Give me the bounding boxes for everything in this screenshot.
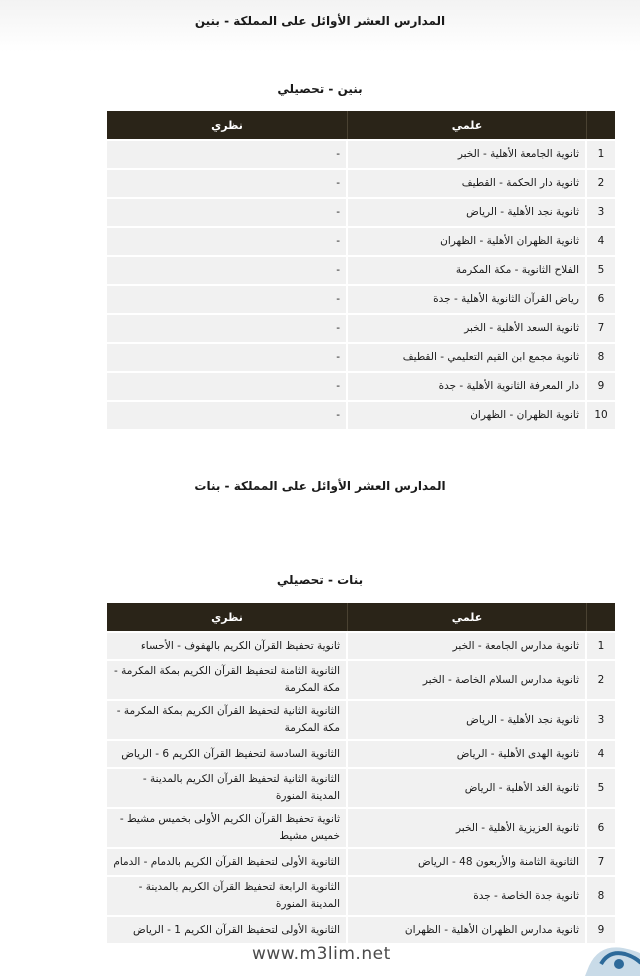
theoretical-school: الثانوية الثانية لتحفيظ القرآن الكريم بالمدينة - المدينة المنورة bbox=[107, 769, 348, 807]
row-number: 7 bbox=[587, 315, 615, 342]
theoretical-school: الثانوية الأولى لتحفيظ القرآن الكريم بالدمام - الدمام bbox=[107, 849, 348, 875]
girls-subtitle: بنات - تحصيلي bbox=[276, 573, 364, 587]
row-number: 1 bbox=[587, 141, 615, 168]
girls-table bbox=[107, 601, 615, 945]
girls-col-theoretical: نظري bbox=[107, 603, 348, 631]
table-row bbox=[107, 661, 615, 699]
theoretical-school: الثانوية الرابعة لتحفيظ القرآن الكريم بالمدينة - المدينة المنورة bbox=[107, 877, 348, 915]
theoretical-school: - bbox=[107, 228, 348, 255]
scientific-school: ثانوية الجامعة الأهلية - الخبر bbox=[348, 141, 587, 168]
scientific-school: ثانوية العزيزية الأهلية - الخبر bbox=[348, 809, 587, 847]
row-number: 10 bbox=[587, 402, 615, 429]
theoretical-school: - bbox=[107, 257, 348, 284]
row-number: 9 bbox=[587, 373, 615, 400]
table-row bbox=[107, 373, 615, 400]
boys-table-body bbox=[107, 141, 615, 429]
table-row bbox=[107, 344, 615, 371]
scientific-school: ثانوية الظهران الأهلية - الظهران bbox=[348, 228, 587, 255]
row-number: 8 bbox=[587, 877, 615, 915]
table-row bbox=[107, 286, 615, 313]
boys-subtitle: بنين - تحصيلي bbox=[277, 82, 363, 96]
row-number: 9 bbox=[587, 917, 615, 943]
scientific-school: رياض القرآن الثانوية الأهلية - جدة bbox=[348, 286, 587, 313]
boys-col-scientific: علمي bbox=[348, 111, 587, 139]
table-row bbox=[107, 315, 615, 342]
table-row bbox=[107, 917, 615, 943]
scientific-school: ثانوية دار الحكمة - القطيف bbox=[348, 170, 587, 197]
scientific-school: ثانوية جدة الخاصة - جدة bbox=[348, 877, 587, 915]
row-number: 3 bbox=[587, 701, 615, 739]
table-row bbox=[107, 877, 615, 915]
theoretical-school: الثانوية الثانية لتحفيظ القرآن الكريم بمكة المكرمة - مكة المكرمة bbox=[107, 701, 348, 739]
scientific-school: ثانوية السعد الأهلية - الخبر bbox=[348, 315, 587, 342]
scientific-school: ثانوية مدارس السلام الخاصة - الخبر bbox=[348, 661, 587, 699]
boys-col-theoretical: نظري bbox=[107, 111, 348, 139]
row-number: 3 bbox=[587, 199, 615, 226]
row-number: 6 bbox=[587, 809, 615, 847]
scientific-school: ثانوية نجد الأهلية - الرياض bbox=[348, 701, 587, 739]
scientific-school: ثانوية الغد الأهلية - الرياض bbox=[348, 769, 587, 807]
theoretical-school: - bbox=[107, 170, 348, 197]
boys-title: المدارس العشر الأوائل على المملكة - بنين bbox=[194, 14, 446, 28]
girls-table-body bbox=[107, 633, 615, 943]
scientific-school: ثانوية مدارس الظهران الأهلية - الظهران bbox=[348, 917, 587, 943]
theoretical-school: - bbox=[107, 344, 348, 371]
logo-icon bbox=[579, 936, 640, 976]
table-row bbox=[107, 633, 615, 659]
row-number: 4 bbox=[587, 741, 615, 767]
theoretical-school: - bbox=[107, 199, 348, 226]
girls-table-header bbox=[107, 603, 615, 631]
girls-col-scientific: علمي bbox=[348, 603, 587, 631]
row-number: 2 bbox=[587, 661, 615, 699]
table-row bbox=[107, 199, 615, 226]
theoretical-school: ثانوية تحفيظ القرآن الكريم بالهفوف - الأحساء bbox=[107, 633, 348, 659]
theoretical-school: الثانوية الثامنة لتحفيظ القرآن الكريم بمكة المكرمة - مكة المكرمة bbox=[107, 661, 348, 699]
theoretical-school: ثانوية تحفيظ القرآن الكريم الأولى بخميس مشيط - خميس مشيط bbox=[107, 809, 348, 847]
table-row bbox=[107, 701, 615, 739]
boys-table-header bbox=[107, 111, 615, 139]
scientific-school: دار المعرفة الثانوية الأهلية - جدة bbox=[348, 373, 587, 400]
girls-title: المدارس العشر الأوائل على المملكة - بنات bbox=[194, 479, 446, 493]
row-number: 8 bbox=[587, 344, 615, 371]
theoretical-school: - bbox=[107, 286, 348, 313]
theoretical-school: - bbox=[107, 315, 348, 342]
girls-col-num bbox=[587, 603, 615, 631]
row-number: 7 bbox=[587, 849, 615, 875]
theoretical-school: - bbox=[107, 402, 348, 429]
theoretical-school: الثانوية السادسة لتحفيظ القرآن الكريم 6 - الرياض bbox=[107, 741, 348, 767]
theoretical-school: - bbox=[107, 373, 348, 400]
row-number: 6 bbox=[587, 286, 615, 313]
table-row bbox=[107, 228, 615, 255]
row-number: 4 bbox=[587, 228, 615, 255]
table-row bbox=[107, 402, 615, 429]
table-row bbox=[107, 257, 615, 284]
table-row bbox=[107, 769, 615, 807]
theoretical-school: الثانوية الأولى لتحفيظ القرآن الكريم 1 - الرياض bbox=[107, 917, 348, 943]
boys-col-num bbox=[587, 111, 615, 139]
row-number: 2 bbox=[587, 170, 615, 197]
table-row bbox=[107, 809, 615, 847]
row-number: 5 bbox=[587, 257, 615, 284]
row-number: 1 bbox=[587, 633, 615, 659]
scientific-school: الثانوية الثامنة والأربعون 48 - الرياض bbox=[348, 849, 587, 875]
row-number: 5 bbox=[587, 769, 615, 807]
scientific-school: ثانوية الظهران - الظهران bbox=[348, 402, 587, 429]
scientific-school: ثانوية مجمع ابن القيم التعليمي - القطيف bbox=[348, 344, 587, 371]
table-row bbox=[107, 141, 615, 168]
scientific-school: الفلاح الثانوية - مكة المكرمة bbox=[348, 257, 587, 284]
table-row bbox=[107, 170, 615, 197]
boys-table bbox=[107, 109, 615, 431]
table-row bbox=[107, 741, 615, 767]
watermark: www.m3lim.net bbox=[252, 944, 391, 964]
scientific-school: ثانوية الهدى الأهلية - الرياض bbox=[348, 741, 587, 767]
theoretical-school: - bbox=[107, 141, 348, 168]
scientific-school: ثانوية نجد الأهلية - الرياض bbox=[348, 199, 587, 226]
table-row bbox=[107, 849, 615, 875]
scientific-school: ثانوية مدارس الجامعة - الخبر bbox=[348, 633, 587, 659]
